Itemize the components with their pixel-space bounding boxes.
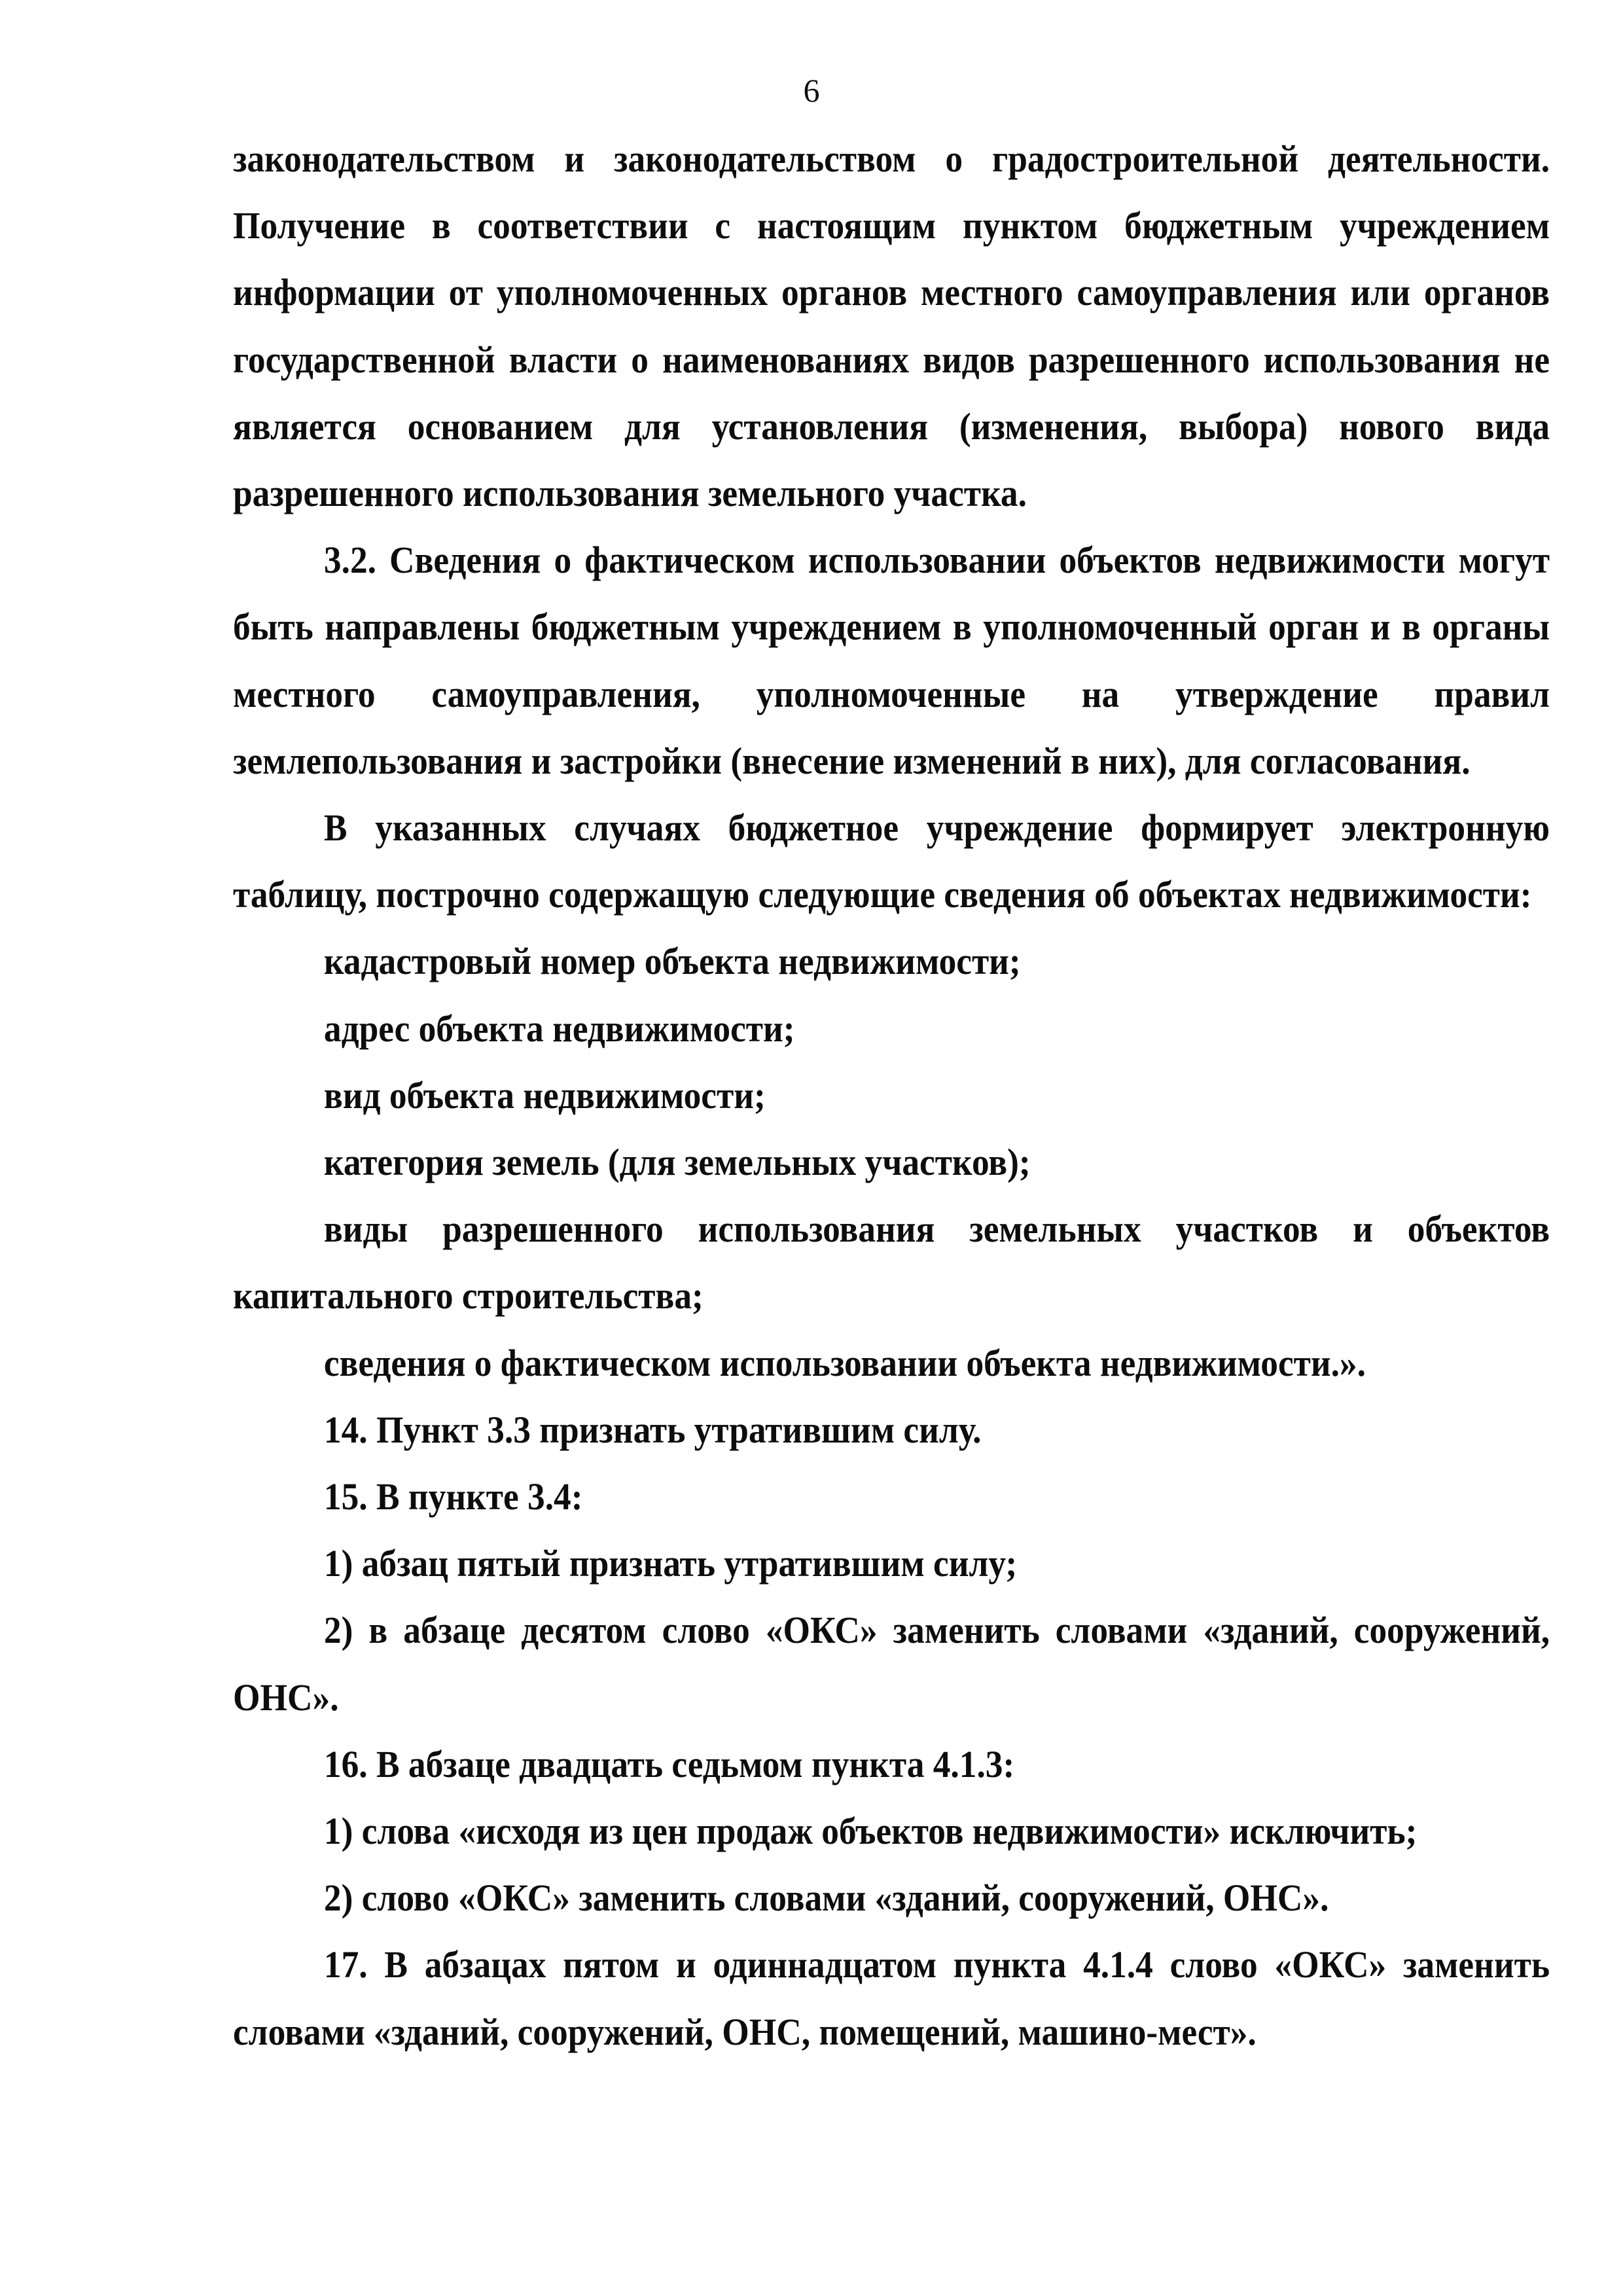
list-item-land-category: категория земель (для земельных участков); <box>323 1141 1031 1184</box>
list-item-address: адрес объекта недвижимости; <box>323 1007 795 1050</box>
paragraph-16-1: 1) слова «исходя из цен продаж объектов недвижимости» исключить; <box>323 1810 1418 1853</box>
paragraph-15: 15. В пункте 3.4: <box>323 1475 583 1518</box>
paragraph-15-2: 2) в абзаце десятом слово «ОКС» заменить словами «зданий, сооружений, ОНС». <box>233 1609 1550 1719</box>
document-body <box>233 126 1550 2066</box>
page-number: 6 <box>803 72 820 109</box>
paragraph-table-intro: В указанных случаях бюджетное учреждение формирует электронную таблицу, построчно содержащую следующие сведения об объектах недвижимости: <box>233 806 1550 916</box>
paragraph-continuation: законодательством и законодательством о градостроительной деятельности. Получение в соответствии с настоящим пунктом бюджетным учреждением информации от уполномоченных органов местного самоуправления или органов государственной власти о наименованиях видов разрешенного использования не является основанием для установления (изменения, выбора) нового вида разрешенного использования земельного участка. <box>233 137 1550 515</box>
paragraph-3-2: 3.2. Сведения о фактическом использовании объектов недвижимости могут быть направлены бюджетным учреждением в уполномоченный орган и в органы местного самоуправления, уполномоченные на утверждение правил землепользования и застройки (внесение изменений в них), для согласования. <box>233 539 1550 782</box>
paragraph-16: 16. В абзаце двадцать седьмом пункта 4.1.3: <box>323 1742 1015 1785</box>
list-item-actual-use: сведения о фактическом использовании объекта недвижимости.». <box>323 1341 1366 1384</box>
paragraph-14: 14. Пункт 3.3 признать утратившим силу. <box>323 1408 982 1451</box>
list-item-object-type: вид объекта недвижимости; <box>323 1073 766 1117</box>
list-item-permitted-use: виды разрешенного использования земельных участков и объектов капитального строительства; <box>233 1208 1550 1318</box>
paragraph-15-1: 1) абзац пятый признать утратившим силу; <box>323 1542 1018 1585</box>
list-item-cadastral-number: кадастровый номер объекта недвижимости; <box>323 940 1021 983</box>
paragraph-16-2: 2) слово «ОКС» заменить словами «зданий, сооружений, ОНС». <box>323 1876 1329 1920</box>
paragraph-17: 17. В абзацах пятом и одиннадцатом пункта 4.1.4 слово «ОКС» заменить словами «зданий, сооружений, ОНС, помещений, машино-мест». <box>233 1943 1550 2053</box>
